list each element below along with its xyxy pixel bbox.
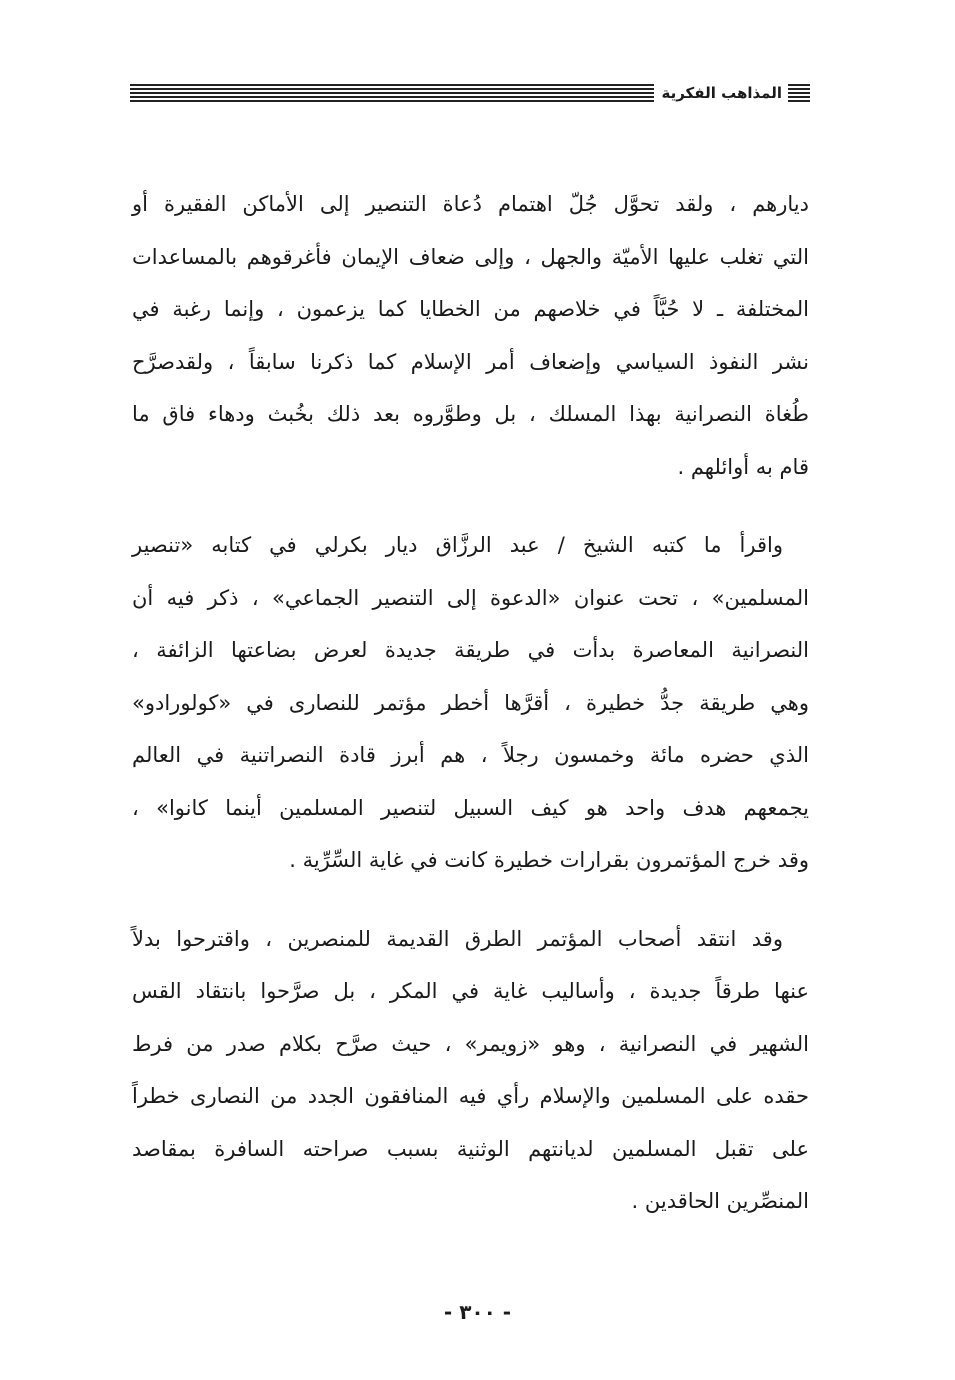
page-body [132, 178, 809, 1228]
paragraph-3 [132, 913, 809, 1228]
text-line: الشهير في النصرانية ، وهو «زويمر» ، حيث صرَّح بكلام صدر من فرط [132, 1031, 809, 1056]
text-line: ديارهم ، ولقد تحوَّل جُلّ اهتمام دُعاة التنصير إلى الأماكن الفقيرة أو [132, 192, 809, 216]
header-ornament [788, 84, 810, 102]
text-line: طُغاة النصرانية بهذا المسلك ، بل وطوَّروه بعد ذلك بخُبث ودهاء فاق ما [132, 402, 809, 426]
page-number: - ٣٠٠ - [443, 1300, 512, 1324]
text-line: الذي حضره مائة وخمسون رجلاً ، هم أبرز قادة النصراتنية في العالم [132, 743, 809, 767]
text-line: وقد انتقد أصحاب المؤتمر الطرق القديمة للمنصرين ، واقترحوا بدلاً [132, 926, 783, 951]
text-line: المختلفة ـ لا حُبَّاً في خلاصهم من الخطايا كما يزعمون ، وإنما رغبة في [132, 297, 809, 321]
paragraph-2 [132, 519, 809, 887]
text-line: يجمعهم هدف واحد هو كيف السبيل لتنصير المسلمين أينما كانوا» ، [132, 795, 809, 820]
text-line: وهي طريقة جدُّ خطيرة ، أقرَّها أخطر مؤتمر للنصارى في «كولورادو» [132, 690, 809, 715]
text-line: التي تغلب عليها الأميّة والجهل ، وإلى ضعاف الإيمان فأغرقوهم بالمساعدات [132, 244, 809, 269]
text-line: عنها طرقاً جديدة ، وأساليب غاية في المكر ، بل صرَّحوا بانتقاد القس [132, 979, 809, 1003]
header-rule [130, 84, 654, 102]
text-line: النصرانية المعاصرة بدأت في طريقة جديدة لعرض بضاعتها الزائفة ، [132, 638, 809, 662]
text-line: المنصِّرين الحاقدين . [631, 1189, 809, 1213]
text-line: المسلمين» ، تحت عنوان «الدعوة إلى التنصير الجماعي» ، ذكر فيه أن [132, 585, 809, 610]
text-line: حقده على المسلمين والإسلام رأي فيه المنافقون الجدد من النصارى خطراً [132, 1084, 809, 1108]
text-line: وقد خرج المؤتمرون بقرارات خطيرة كانت في غاية السِّرِّية . [289, 848, 809, 872]
running-header [130, 80, 810, 106]
paragraph-1 [132, 178, 809, 493]
text-line: على تقبل المسلمين لديانتهم الوثنية بسبب صراحته السافرة بمقاصد [132, 1136, 809, 1161]
text-line: واقرأ ما كتبه الشيخ / عبد الرزَّاق ديار بكرلي في كتابه «تنصير [132, 533, 783, 557]
header-title: المذاهب الفكرية [661, 84, 782, 102]
text-line: نشر النفوذ السياسي وإضعاف أمر الإسلام كما ذكرنا سابقاً ، ولقدصرَّح [132, 349, 809, 374]
text-line: قام به أوائلهم . [677, 454, 809, 479]
